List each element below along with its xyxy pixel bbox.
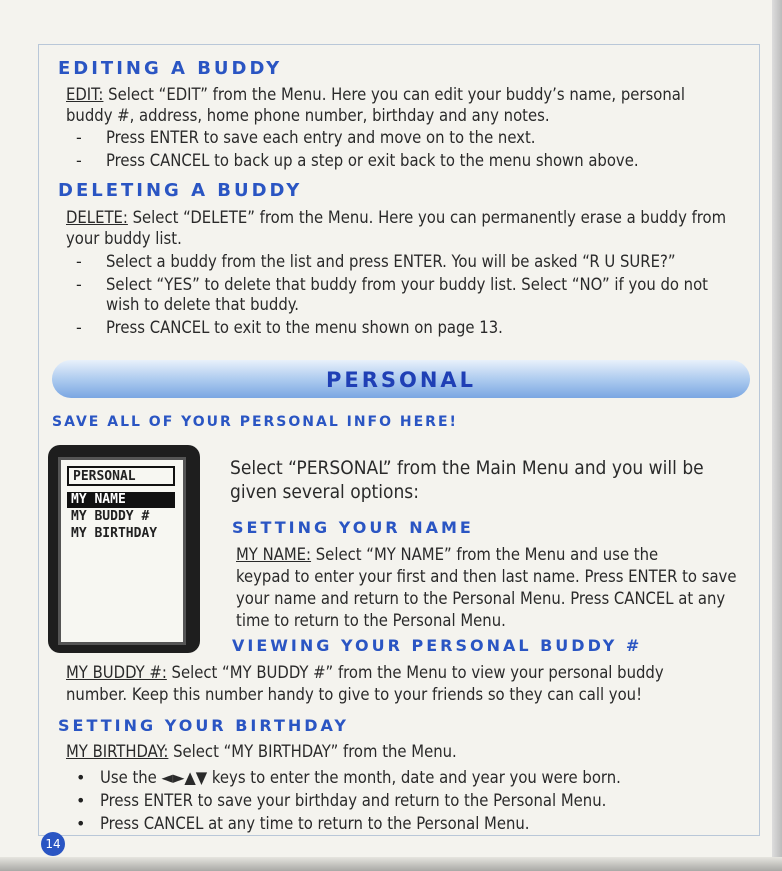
edit-text: Select “EDIT” from the Menu. Here you can edit your buddy’s name, personal — [103, 85, 685, 104]
device-menu-item: MY BUDDY # — [71, 509, 150, 524]
name-label: MY NAME: — [236, 545, 312, 564]
deleting-bullet-2: Select “YES” to delete that buddy from your buddy list. Select “NO” if you do not — [106, 275, 708, 294]
deleting-bullet-1: Select a buddy from the list and press ENTER. You will be asked “R U SURE?” — [106, 252, 676, 271]
birthday-paragraph-line1 — [66, 741, 457, 762]
birthday-text: Select “MY BIRTHDAY” from the Menu. — [168, 742, 457, 761]
edit-paragraph-line1 — [66, 84, 685, 105]
device-menu-item: MY NAME — [67, 492, 175, 508]
dash-bullet: - — [76, 128, 82, 147]
buddy-heading: VIEWING YOUR PERSONAL BUDDY # — [232, 636, 643, 655]
dot-bullet: • — [76, 768, 86, 787]
device-illustration — [48, 445, 200, 653]
editing-bullet-1: Press ENTER to save each entry and move on to the next. — [106, 128, 536, 147]
page-edge — [772, 0, 782, 871]
delete-paragraph-line1 — [66, 207, 726, 228]
buddy-text: Select “MY BUDDY #” from the Menu to view your personal buddy — [166, 663, 664, 682]
delete-text: Select “DELETE” from the Menu. Here you can permanently erase a buddy from — [127, 208, 727, 227]
birthday-heading: SETTING YOUR BIRTHDAY — [58, 716, 349, 735]
deleting-bullet-3: Press CANCEL to exit to the menu shown on page 13. — [106, 318, 503, 337]
name-paragraph-line1 — [236, 544, 658, 565]
editing-bullet-2: Press CANCEL to back up a step or exit back to the menu shown above. — [106, 151, 639, 170]
name-paragraph-line3: your name and return to the Personal Menu. Press CANCEL at any — [236, 589, 726, 608]
edit-paragraph-line2: buddy #, address, home phone number, birthday and any notes. — [66, 106, 550, 125]
intro-line2: given several options: — [230, 481, 419, 503]
buddy-paragraph-line2: number. Keep this number handy to give to your friends so they can call you! — [66, 685, 643, 704]
page-number: 14 — [41, 832, 65, 856]
deleting-heading: DELETING A BUDDY — [58, 180, 303, 201]
device-menu-item: MY BIRTHDAY — [71, 526, 158, 541]
name-text: Select “MY NAME” from the Menu and use the — [311, 545, 659, 564]
name-paragraph-line2: keypad to enter your first and then last name. Press ENTER to save — [236, 567, 737, 586]
dot-bullet: • — [76, 814, 86, 833]
delete-paragraph-line2: your buddy list. — [66, 229, 182, 248]
name-paragraph-line4: time to return to the Personal Menu. — [236, 611, 506, 630]
deleting-bullet-2-cont: wish to delete that buddy. — [106, 295, 299, 314]
birthday-bullet-3: Press CANCEL at any time to return to the Personal Menu. — [100, 814, 530, 833]
name-heading: SETTING YOUR NAME — [232, 518, 474, 537]
device-menu-title: PERSONAL — [67, 466, 175, 486]
buddy-label: MY BUDDY #: — [66, 663, 167, 682]
birthday-bullet-1: Use the ◄►▲▼ keys to enter the month, date and year you were born. — [100, 768, 621, 787]
dash-bullet: - — [76, 252, 82, 271]
section-banner — [52, 360, 750, 398]
banner-title: PERSONAL — [325, 368, 477, 392]
editing-heading: EDITING A BUDDY — [58, 58, 283, 79]
dash-bullet: - — [76, 151, 82, 170]
dash-bullet: - — [76, 275, 82, 294]
device-screen — [58, 457, 186, 645]
birthday-label: MY BIRTHDAY: — [66, 742, 169, 761]
intro-line1: Select “PERSONAL” from the Main Menu and you will be — [230, 457, 704, 479]
save-heading: SAVE ALL OF YOUR PERSONAL INFO HERE! — [52, 414, 458, 430]
edit-label: EDIT: — [66, 85, 104, 104]
dot-bullet: • — [76, 791, 86, 810]
birthday-bullet-2: Press ENTER to save your birthday and return to the Personal Menu. — [100, 791, 607, 810]
dash-bullet: - — [76, 318, 82, 337]
delete-label: DELETE: — [66, 208, 128, 227]
page-bottom-edge — [0, 857, 782, 871]
buddy-paragraph-line1 — [66, 662, 664, 683]
